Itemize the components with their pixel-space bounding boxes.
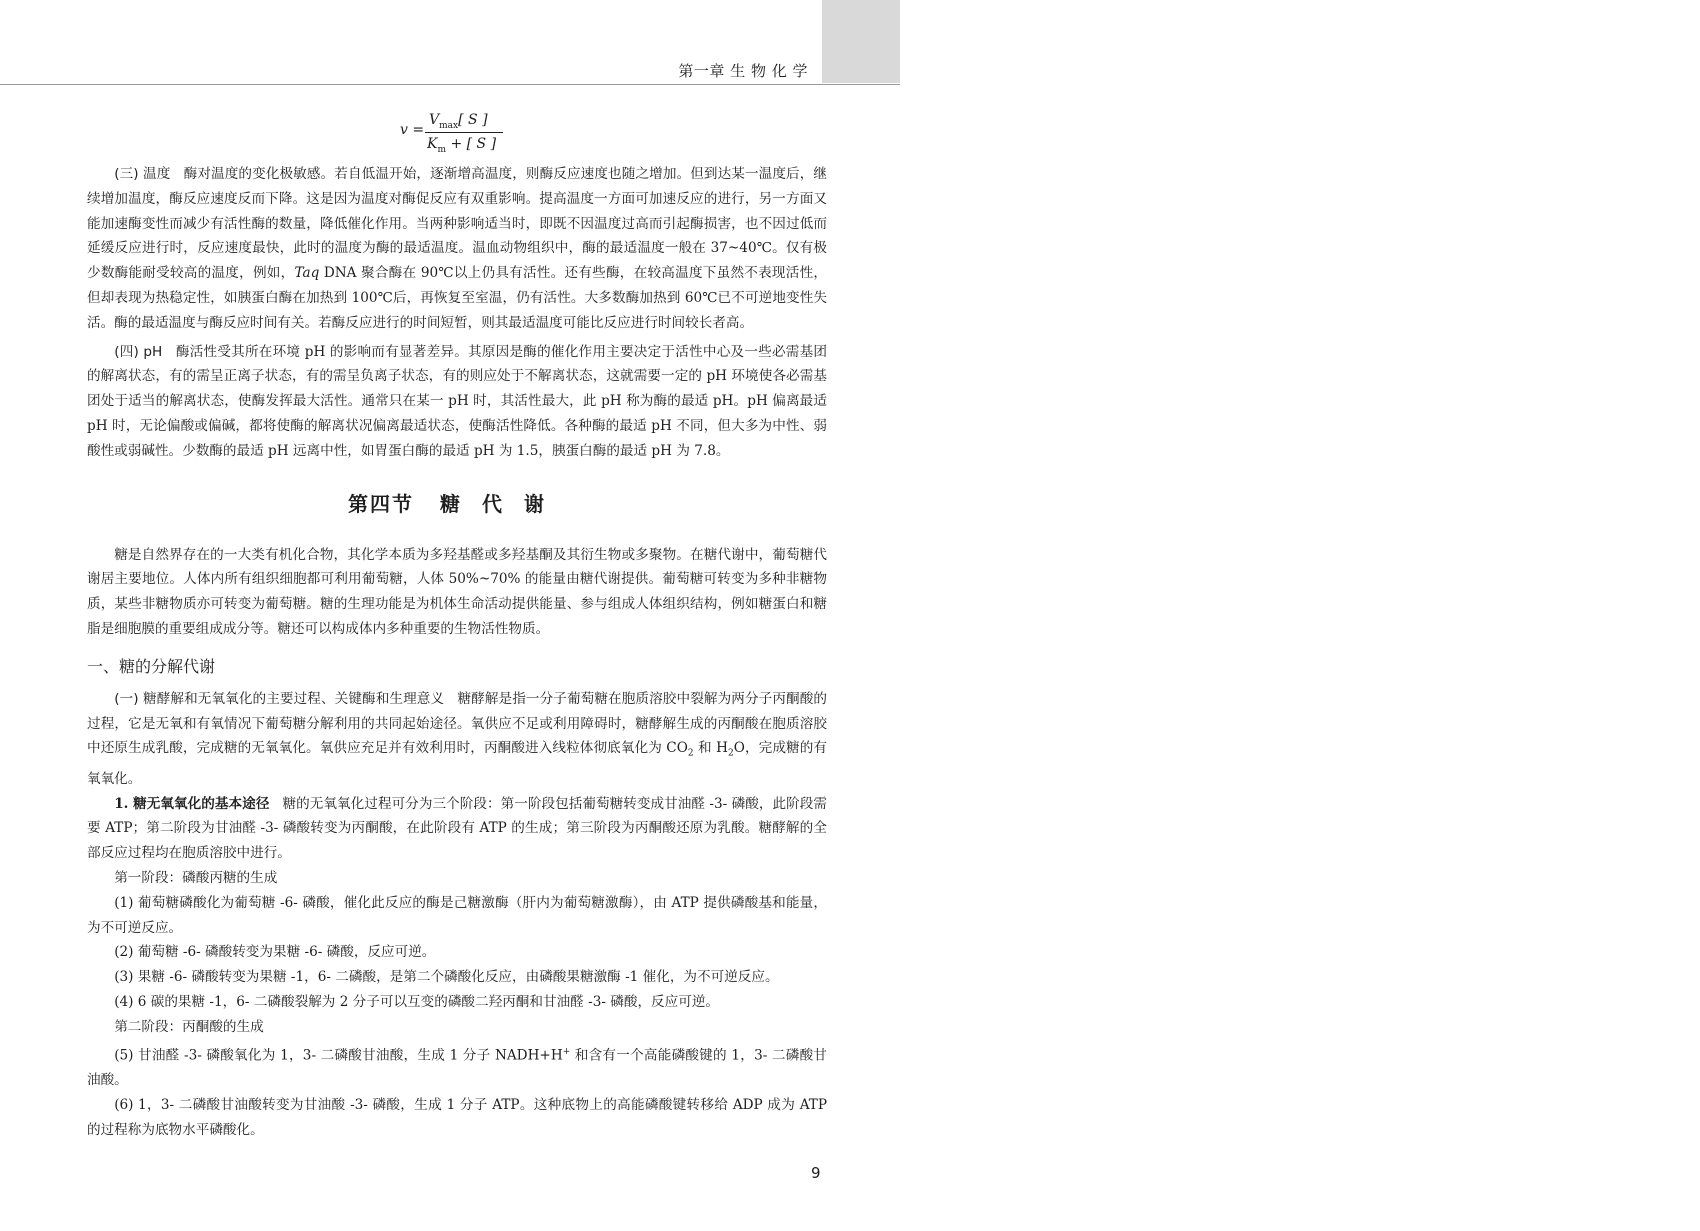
ph-paragraph: (四) pH 酶活性受其所在环境 pH 的影响而有显著差异。其原因是酶的催化作用主要决定于活性中心及一些必需基团的解离状态，有的需呈正离子状态，有的需呈负离子状态，有的则应处于不解离状态，这就需要一定的 pH 环境使各必需基团处于适当的解离状态，使酶发挥最大活性。通常只在某一 pH 时，其活性最大，此 pH 称为酶的最适 pH。pH 偏离最适 pH 时，无论偏酸或偏碱，都将使酶的解离状况偏离最适状态，使酶活性降低。各种酶的最适 pH 不同，但大多为中性、弱酸性或弱碱性。少数酶的最适 pH 远离中性，如胃蛋白酶的最适 pH 为 1.5，胰蛋白酶的最适 pH 为 7.8。 <box>87 343 828 459</box>
subsection-heading: 一、糖的分解代谢 <box>87 656 216 676</box>
glycolysis-heading: (一) 糖酵解和无氧氧化的主要过程、关键酶和生理意义 <box>114 690 445 707</box>
section-title: 第四节 糖代谢 <box>348 491 566 516</box>
page-body <box>87 108 827 1142</box>
stage-one-label: 第一阶段：磷酸丙糖的生成 <box>114 870 278 887</box>
formula-numerator: $V_{max}$[ S ] <box>429 112 488 131</box>
header-tab <box>822 0 1700 83</box>
step-4: (4) 6 碳的果糖 -1，6- 二磷酸裂解为 2 分子可以互变的磷酸二羟丙酮和甘油醛 -3- 磷酸，反应可逆。 <box>114 994 720 1011</box>
page-number: 9 <box>811 1164 821 1182</box>
ph-heading: (四) pH <box>114 343 163 360</box>
stage-two-label: 第二阶段：丙酮酸的生成 <box>114 1018 264 1035</box>
fraction-bar <box>425 132 503 133</box>
intro-paragraph: 糖是自然界存在的一大类有机化合物，其化学本质为多羟基醛或多羟基酮及其衍生物或多聚物。在糖代谢中，葡萄糖代谢居主要地位。人体内所有组织细胞都可利用葡萄糖，人体 50%~70% 的能量由糖代谢提供。葡萄糖可转变为多种非糖物质，某些非糖物质亦可转变为葡萄糖。糖的生理功能是为机体生命活动提供能量、参与组成人体组织结构，例如糖蛋白和糖脂是细胞膜的重要组成成分等。糖还可以构成体内多种重要的生物活性物质。 <box>87 546 827 637</box>
step-3: (3) 果糖 -6- 磷酸转变为果糖 -1，6- 二磷酸，是第二个磷酸化反应，由磷酸果糖激酶 -1 催化，为不可逆反应。 <box>114 969 779 986</box>
formula-denominator: $K_m$ + [ S ] <box>427 136 497 155</box>
glycolysis-paragraph: (一) 糖酵解和无氧氧化的主要过程、关键酶和生理意义 糖酵解是指一分子葡萄糖在胞质溶胶中裂解为两分子丙酮酸的过程，它是无氧和有氧情况下葡萄糖分解利用的共同起始途径。氧供应不足或利用障碍时，糖酵解生成的丙酮酸在胞质溶胶中还原生成乳酸，完成糖的无氧氧化。氧供应充足并有效利用时，丙酮酸进入线粒体彻底氧化为 $CO_2$ 和 $H_2O$，完成糖的有氧氧化。 <box>87 690 827 787</box>
michaelis-menten-formula <box>87 108 827 156</box>
pathway-lead: 1. 糖无氧氧化的基本途径 <box>114 795 270 812</box>
temperature-heading: (三) 温度 <box>114 166 171 182</box>
step-5: (5) 甘油醛 -3- 磷酸氧化为 1，3- 二磷酸甘油酸，生成 1 分子 NADH+H+ 和含有一个高能磷酸键的 1，3- 二磷酸甘油酸。 <box>87 1046 827 1088</box>
year-watermark: 2026 <box>1682 22 1700 68</box>
formula-lhs: v = <box>400 122 425 138</box>
pathway-paragraph: 1. 糖无氧氧化的基本途径 糖的无氧氧化过程可分为三个阶段：第一阶段包括葡萄糖转变成甘油醛 -3- 磷酸，此阶段需要 ATP；第二阶段为甘油醛 -3- 磷酸转变为丙酮酸，在此阶段有 ATP 的生成；第三阶段为丙酮酸还原为乳酸。糖酵解的全部反应过程均在胞质溶胶中进行。 <box>87 795 827 862</box>
chapter-title: 第一章 生 物 化 学 <box>678 62 808 80</box>
temperature-paragraph: (三) 温度 酶对温度的变化极敏感。若自低温开始，逐渐增高温度，则酶反应速度也随之增加。但到达某一温度后，继续增加温度，酶反应速度反而下降。这是因为温度对酶促反应有双重影响。提高温度一方面可加速反应的进行，另一方面又能加速酶变性而减少有活性酶的数量，降低催化作用。当两种影响适当时，即既不因温度过高而引起酶损害，也不因过低而延缓反应进行时，反应速度最快，此时的温度为酶的最适温度。温血动物组织中，酶的最适温度一般在 37~40℃。仅有极少数酶能耐受较高的温度，例如，Taq DNA 聚合酶在 90℃以上仍具有活性。还有些酶，在较高温度下虽然不表现活性，但却表现为热稳定性，如胰蛋白酶在加热到 100℃后，再恢复至室温，仍有活性。大多数酶加热到 60℃已不可逆地变性失活。酶的最适温度与酶反应时间有关。若酶反应进行的时间短暂，则其最适温度可能比反应进行时间较长者高。 <box>87 166 828 331</box>
step-6: (6) 1，3- 二磷酸甘油酸转变为甘油酸 -3- 磷酸，生成 1 分子 ATP。这种底物上的高能磷酸键转移给 ADP 成为 ATP 的过程称为底物水平磷酸化。 <box>87 1096 827 1138</box>
step-2: (2) 葡萄糖 -6- 磷酸转变为果糖 -6- 磷酸，反应可逆。 <box>114 944 436 961</box>
step-1: (1) 葡萄糖磷酸化为葡萄糖 -6- 磷酸，催化此反应的酶是己糖激酶（肝内为葡萄糖激酶），由 ATP 提供磷酸基和能量，为不可逆反应。 <box>87 894 827 936</box>
